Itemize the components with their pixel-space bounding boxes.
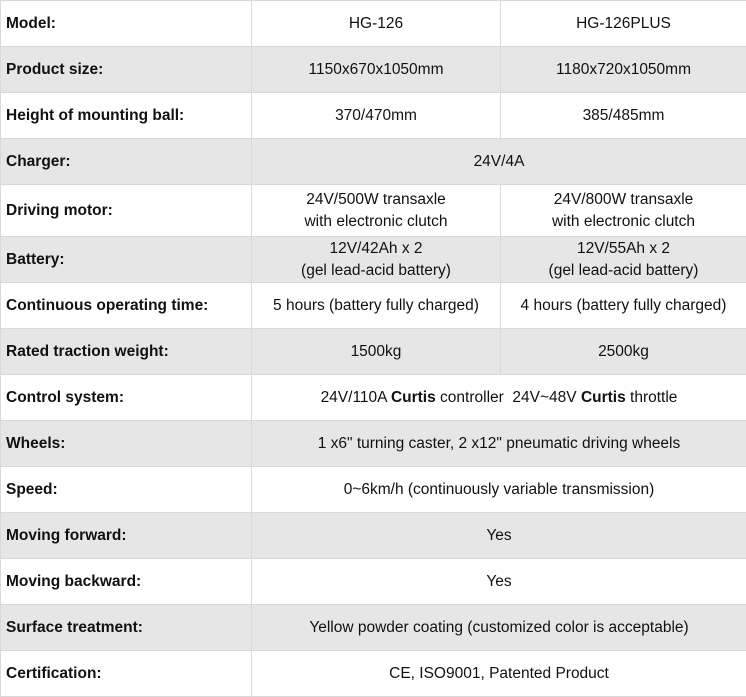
row-model xyxy=(1,1,746,47)
cell-line: 24V/500W transaxle xyxy=(256,189,496,211)
row-charger xyxy=(1,139,746,185)
cell-line: 12V/42Ah x 2 xyxy=(256,238,496,260)
row-control-system xyxy=(1,375,746,421)
cell-value: CE, ISO9001, Patented Product xyxy=(252,651,746,697)
row-product-size xyxy=(1,47,746,93)
row-label: Moving forward: xyxy=(1,513,252,559)
row-label: Driving motor: xyxy=(1,185,252,237)
row-label: Surface treatment: xyxy=(1,605,252,651)
row-speed xyxy=(1,467,746,513)
cell-value: 0~6km/h (continuously variable transmission) xyxy=(252,467,746,513)
cell-value xyxy=(252,185,501,237)
cell-line: (gel lead-acid battery) xyxy=(505,260,742,282)
row-wheels xyxy=(1,421,746,467)
text-part: controller 24V~48V xyxy=(436,389,581,406)
cell-value xyxy=(252,237,501,283)
cell-line: 24V/800W transaxle xyxy=(505,189,742,211)
cell-line: (gel lead-acid battery) xyxy=(256,260,496,282)
cell-value: 5 hours (battery fully charged) xyxy=(252,283,501,329)
cell-value: 2500kg xyxy=(501,329,746,375)
row-battery xyxy=(1,237,746,283)
cell-line: with electronic clutch xyxy=(256,211,496,233)
row-mounting-ball-height xyxy=(1,93,746,139)
model-hg126: HG-126 xyxy=(252,1,501,47)
cell-value: Yes xyxy=(252,559,746,605)
cell-value: 1150x670x1050mm xyxy=(252,47,501,93)
cell-value: 1 x6" turning caster, 2 x12" pneumatic driving wheels xyxy=(252,421,746,467)
text-part: 24V/110A xyxy=(321,389,391,406)
row-label: Height of mounting ball: xyxy=(1,93,252,139)
cell-line: with electronic clutch xyxy=(505,211,742,233)
row-label: Certification: xyxy=(1,651,252,697)
brand-curtis: Curtis xyxy=(391,389,436,406)
row-operating-time xyxy=(1,283,746,329)
row-traction-weight xyxy=(1,329,746,375)
row-label: Speed: xyxy=(1,467,252,513)
cell-value: 24V/4A xyxy=(252,139,746,185)
row-label: Product size: xyxy=(1,47,252,93)
row-label: Charger: xyxy=(1,139,252,185)
row-label: Continuous operating time: xyxy=(1,283,252,329)
row-label: Model: xyxy=(1,1,252,47)
model-hg126plus: HG-126PLUS xyxy=(501,1,746,47)
row-label: Moving backward: xyxy=(1,559,252,605)
brand-curtis: Curtis xyxy=(581,389,626,406)
cell-value: 4 hours (battery fully charged) xyxy=(501,283,746,329)
row-certification xyxy=(1,651,746,697)
cell-value xyxy=(501,237,746,283)
cell-value: Yellow powder coating (customized color is acceptable) xyxy=(252,605,746,651)
text-part: throttle xyxy=(626,389,678,406)
cell-value: Yes xyxy=(252,513,746,559)
cell-value xyxy=(252,375,746,421)
row-moving-forward xyxy=(1,513,746,559)
row-label: Control system: xyxy=(1,375,252,421)
row-label: Wheels: xyxy=(1,421,252,467)
cell-value xyxy=(501,185,746,237)
row-moving-backward xyxy=(1,559,746,605)
cell-value: 370/470mm xyxy=(252,93,501,139)
row-label: Battery: xyxy=(1,237,252,283)
cell-value: 1500kg xyxy=(252,329,501,375)
cell-line: 12V/55Ah x 2 xyxy=(505,238,742,260)
row-driving-motor xyxy=(1,185,746,237)
cell-value: 385/485mm xyxy=(501,93,746,139)
row-surface-treatment xyxy=(1,605,746,651)
row-label: Rated traction weight: xyxy=(1,329,252,375)
cell-value: 1180x720x1050mm xyxy=(501,47,746,93)
